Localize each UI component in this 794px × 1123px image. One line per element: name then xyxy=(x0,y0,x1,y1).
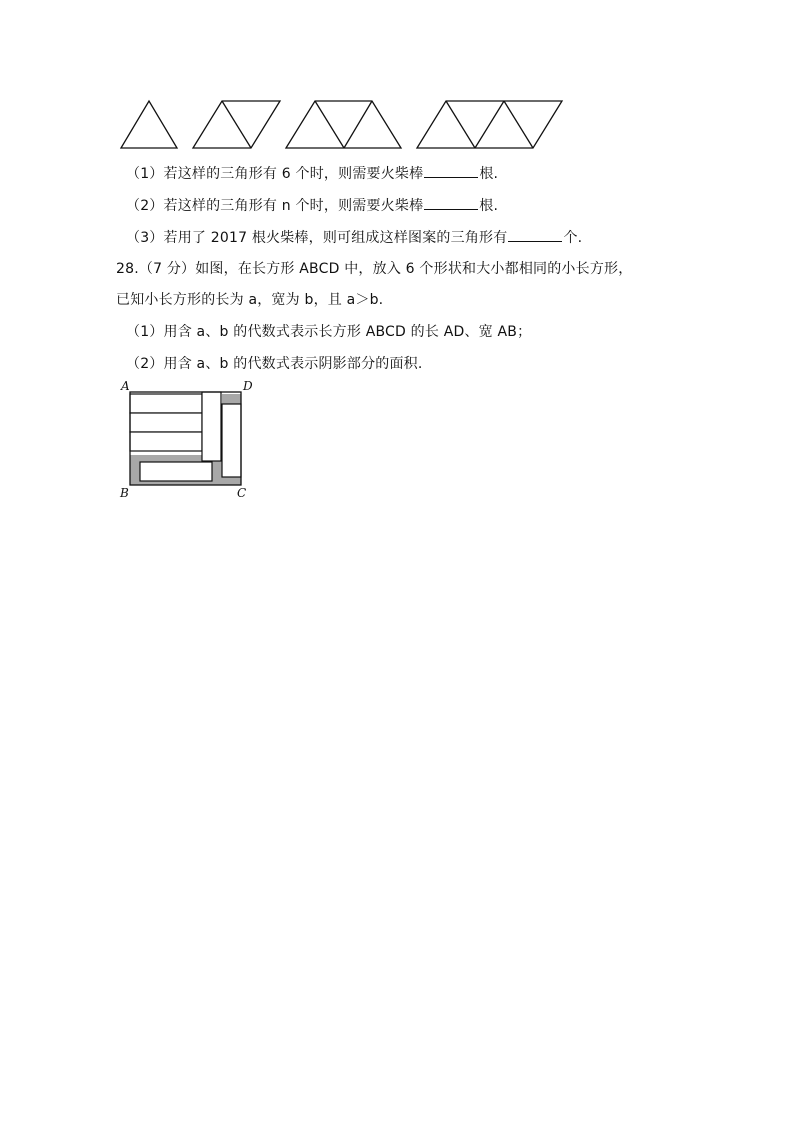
matchstick-triangle-patterns xyxy=(118,98,564,156)
question-28-stem-line-2: 已知小长方形的长为 a，宽为 b，且 a＞b. xyxy=(116,292,384,308)
vertex-label-a: A xyxy=(121,379,130,393)
small-rect-4 xyxy=(140,462,212,481)
question-28-stem-line-1: 28.（7 分）如图，在长方形 ABCD 中，放入 6 个形状和大小都相同的小长方形， xyxy=(116,261,633,277)
question-28-part-2: （2）用含 a、b 的代数式表示阴影部分的面积. xyxy=(126,356,423,372)
small-rect-6 xyxy=(222,404,241,477)
part-2-text: （2）若这样的三角形有 n 个时，则需要火柴棒 xyxy=(126,198,424,214)
part-3-text: （3）若用了 2017 根火柴棒，则可组成这样图案的三角形有 xyxy=(126,230,508,246)
part-1-text: （1）若这样的三角形有 6 个时，则需要火柴棒 xyxy=(126,166,424,182)
small-rect-5 xyxy=(202,392,221,461)
answer-blank-1[interactable] xyxy=(424,163,478,178)
part-2-suffix: 根. xyxy=(479,198,499,214)
answer-blank-3[interactable] xyxy=(508,227,562,242)
vertex-label-b: B xyxy=(120,486,129,500)
vertex-label-c: C xyxy=(237,486,247,500)
answer-blank-2[interactable] xyxy=(424,195,478,210)
question-part-1 xyxy=(126,163,498,184)
vertex-label-d: D xyxy=(243,379,253,393)
part-1-suffix: 根. xyxy=(479,166,499,182)
small-rect-2 xyxy=(130,413,202,432)
small-rect-3 xyxy=(130,432,202,451)
pattern-2-triangles xyxy=(193,101,280,148)
pattern-1-triangles xyxy=(121,101,177,148)
question-part-2 xyxy=(126,195,498,216)
rectangle-abcd-figure xyxy=(118,378,258,502)
pattern-3-triangles xyxy=(286,101,401,148)
part-3-suffix: 个. xyxy=(563,230,583,246)
question-28-part-1: （1）用含 a、b 的代数式表示长方形 ABCD 的长 AD、宽 AB； xyxy=(126,324,532,340)
small-rectangles xyxy=(130,392,241,481)
pattern-4-triangles xyxy=(417,101,562,148)
question-part-3 xyxy=(126,227,582,248)
small-rect-1 xyxy=(130,394,202,413)
